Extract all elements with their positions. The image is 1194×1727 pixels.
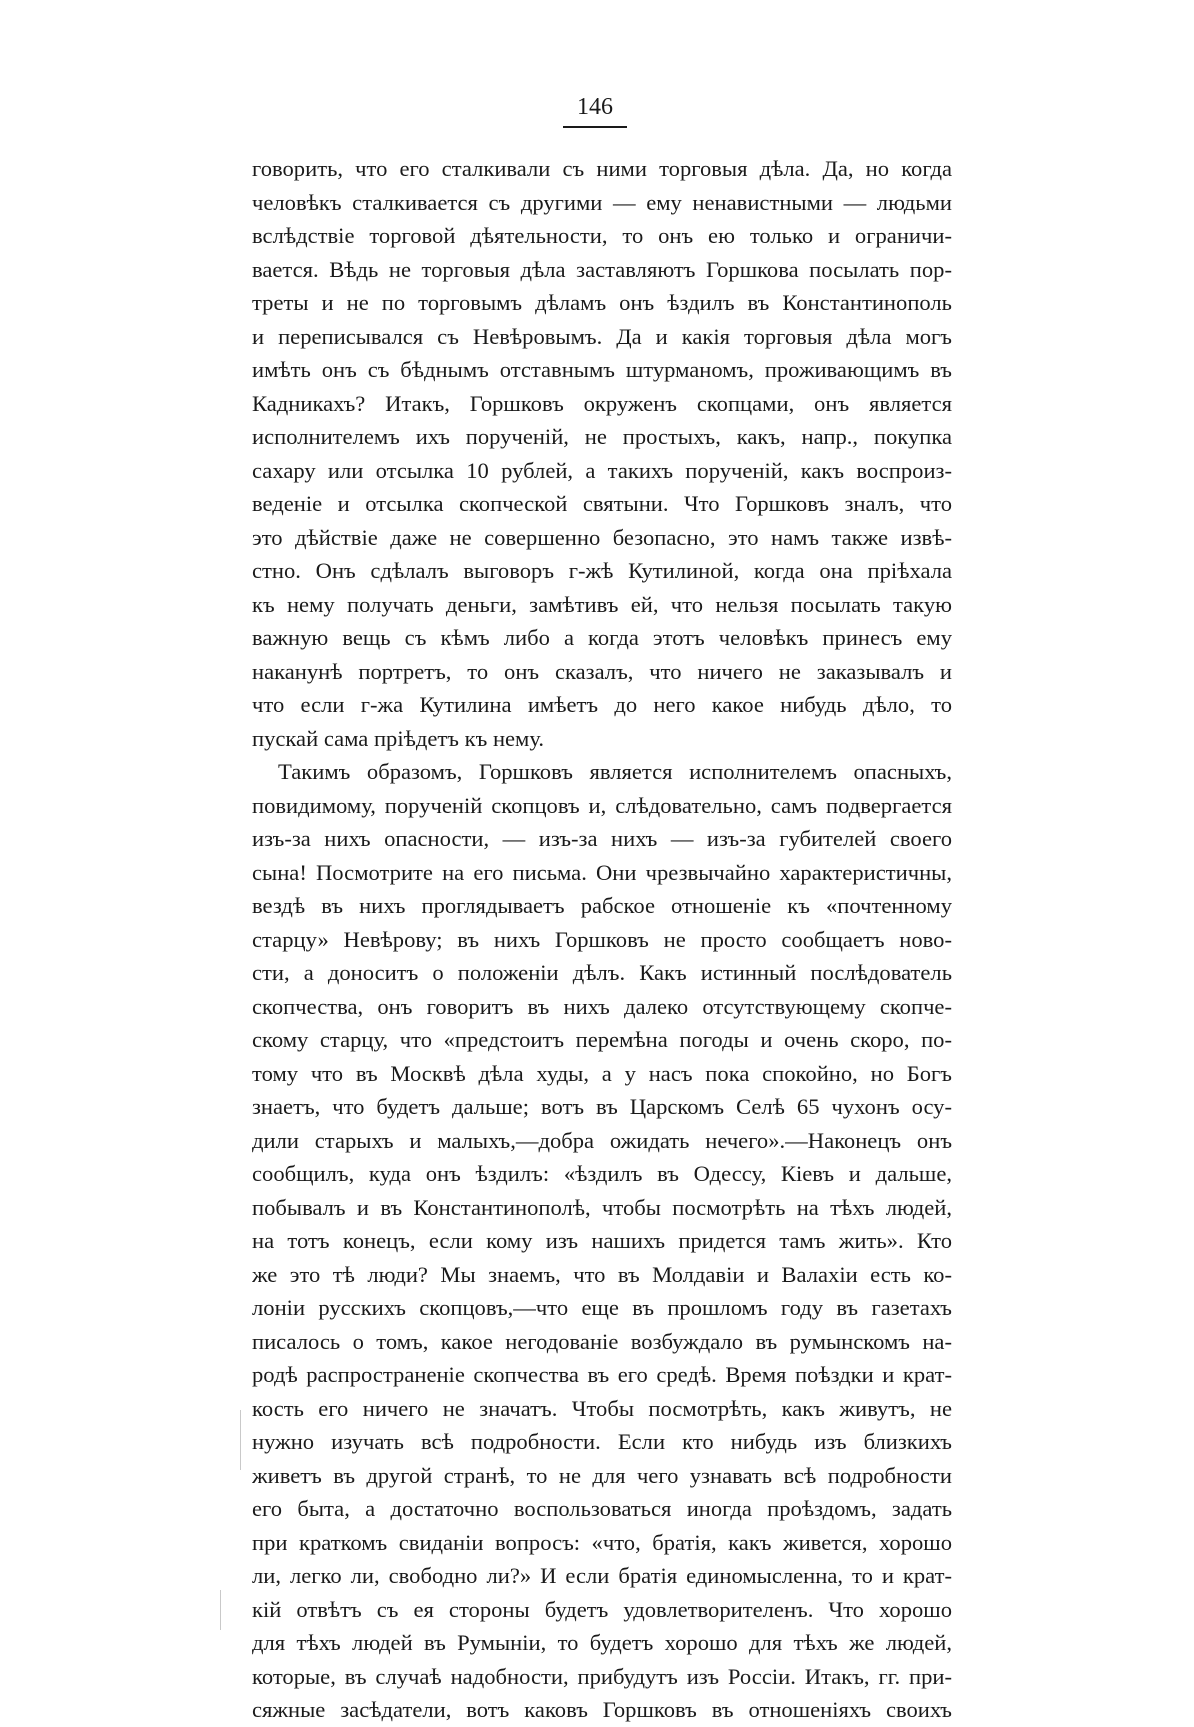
text-line: повидимому, порученій скопцовъ и, слѣдовательно, самъ подвергается	[252, 792, 952, 818]
text-line: побывалъ и въ Константинополѣ, чтобы посмотрѣть на тѣхъ людей,	[252, 1194, 952, 1220]
scan-margin-mark	[220, 1590, 221, 1630]
text-line: для тѣхъ людей въ Румыніи, то будетъ хорошо для тѣхъ же людей,	[252, 1630, 952, 1655]
text-line: это дѣйствіе даже не совершенно безопасно, это намъ также извѣ-	[252, 524, 952, 550]
text-line: говорить, что его сталкивали съ ними торговыя дѣла. Да, но когда	[252, 156, 952, 181]
text-line: же это тѣ люди? Мы знаемъ, что въ Молдавіи и Валахіи есть ко-	[252, 1261, 952, 1287]
text-line: имѣть онъ съ бѣднымъ отставнымъ штурманомъ, проживающимъ въ	[252, 357, 952, 382]
text-line: сти, а доноситъ о положеніи дѣлъ. Какъ истинный послѣдователь	[252, 960, 952, 985]
text-line: скопчества, онъ говоритъ въ нихъ далеко отсутствующему скопче-	[252, 993, 952, 1019]
text-line: родѣ распространеніе скопчества въ его средѣ. Время поѣздки и крат-	[252, 1362, 952, 1387]
text-line: что если г-жа Кутилина имѣетъ до него какое нибудь дѣло, то	[252, 692, 952, 717]
scan-margin-mark	[240, 1410, 241, 1470]
text-line: кій отвѣтъ съ ея стороны будетъ удовлетворителенъ. Что хорошо	[252, 1596, 952, 1622]
text-line: къ нему получать деньги, замѣтивъ ей, что нельзя посылать такую	[252, 591, 952, 617]
text-line: сахару или отсылка 10 рублей, а такихъ порученій, какъ воспроиз-	[252, 457, 952, 483]
text-line: веденіе и отсылка скопческой святыни. Что Горшковъ зналъ, что	[252, 491, 952, 516]
text-line: лоніи русскихъ скопцовъ,—что еще въ прошломъ году въ газетахъ	[252, 1295, 952, 1320]
text-line: сяжные засѣдатели, вотъ каковъ Горшковъ въ отношеніяхъ своихъ	[252, 1697, 952, 1722]
text-line: на тотъ конецъ, если кому изъ нашихъ придется тамъ жить». Кто	[252, 1228, 952, 1253]
text-line: и переписывался съ Невѣровымъ. Да и какія торговыя дѣла могъ	[252, 323, 952, 349]
text-line: писалось о томъ, какое негодованіе возбуждало въ румынскомъ на-	[252, 1328, 952, 1354]
text-line: сообщилъ, куда онъ ѣздилъ: «ѣздилъ въ Одессу, Кіевъ и дальше,	[252, 1161, 952, 1186]
text-line: при краткомъ свиданіи вопросъ: «что, братія, какъ живется, хорошо	[252, 1529, 952, 1555]
text-line: исполнителемъ ихъ порученій, не простыхъ, какъ, напр., покупка	[252, 424, 952, 449]
text-line: вслѣдствіе торговой дѣятельности, то онъ ею только и ограничи-	[252, 223, 952, 248]
text-line: нужно изучать всѣ подробности. Если кто нибудь изъ близкихъ	[252, 1429, 952, 1454]
text-line: важную вещь съ кѣмъ либо а когда этотъ человѣкъ принесъ ему	[252, 625, 952, 650]
text-line: Такимъ образомъ, Горшковъ является исполнителемъ опасныхъ,	[278, 759, 952, 784]
body-text	[252, 152, 952, 1727]
text-line: треты и не по торговымъ дѣламъ онъ ѣздилъ въ Константинополь	[252, 290, 952, 315]
text-line: ли, легко ли, свободно ли?» И если братія единомысленна, то и крат-	[252, 1563, 952, 1588]
text-line: живетъ въ другой странѣ, то не для чего узнавать всѣ подробности	[252, 1462, 952, 1488]
text-line: стно. Онъ сдѣлалъ выговоръ г-жѣ Кутилиной, когда она пріѣхала	[252, 558, 952, 583]
text-line: его быта, а достаточно воспользоваться иногда проѣздомъ, задать	[252, 1496, 952, 1521]
page-number	[0, 92, 1194, 128]
text-line: изъ-за нихъ опасности, — изъ-за нихъ — изъ-за губителей своего	[252, 826, 952, 851]
text-line: дили старыхъ и малыхъ,—добра ожидать нечего».—Наконецъ онъ	[252, 1127, 952, 1153]
text-line: вается. Вѣдь не торговыя дѣла заставляютъ Горшкова посылать пор-	[252, 256, 952, 282]
text-line: пускай сама пріѣдетъ къ нему.	[252, 725, 545, 751]
paragraph-1	[252, 152, 952, 755]
text-line: человѣкъ сталкивается съ другими — ему ненавистными — людьми	[252, 189, 952, 215]
text-line: которые, въ случаѣ надобности, прибудутъ изъ Россіи. Итакъ, гг. при-	[252, 1663, 952, 1689]
text-line: знаетъ, что будетъ дальше; вотъ въ Царскомъ Селѣ 65 чухонъ осу-	[252, 1094, 952, 1119]
page-number-text: 146	[563, 92, 627, 128]
text-line: вездѣ въ нихъ проглядываетъ рабское отношеніе къ «почтенному	[252, 893, 952, 918]
paragraph-2	[252, 755, 952, 1727]
text-line: кость его ничего не значатъ. Чтобы посмотрѣть, какъ живутъ, не	[252, 1395, 952, 1421]
text-line: тому что въ Москвѣ дѣла худы, а у насъ пока спокойно, но Богъ	[252, 1060, 952, 1086]
text-line: скому старцу, что «предстоитъ перемѣна погоды и очень скоро, по-	[252, 1027, 952, 1052]
text-line: старцу» Невѣрову; въ нихъ Горшковъ не просто сообщаетъ ново-	[252, 926, 952, 952]
text-line: сына! Посмотрите на его письма. Они чрезвычайно характеристичны,	[252, 859, 952, 885]
text-line: наканунѣ портретъ, то онъ сказалъ, что ничего не заказывалъ и	[252, 658, 952, 684]
text-line: Кадникахъ? Итакъ, Горшковъ окруженъ скопцами, онъ является	[252, 390, 952, 416]
